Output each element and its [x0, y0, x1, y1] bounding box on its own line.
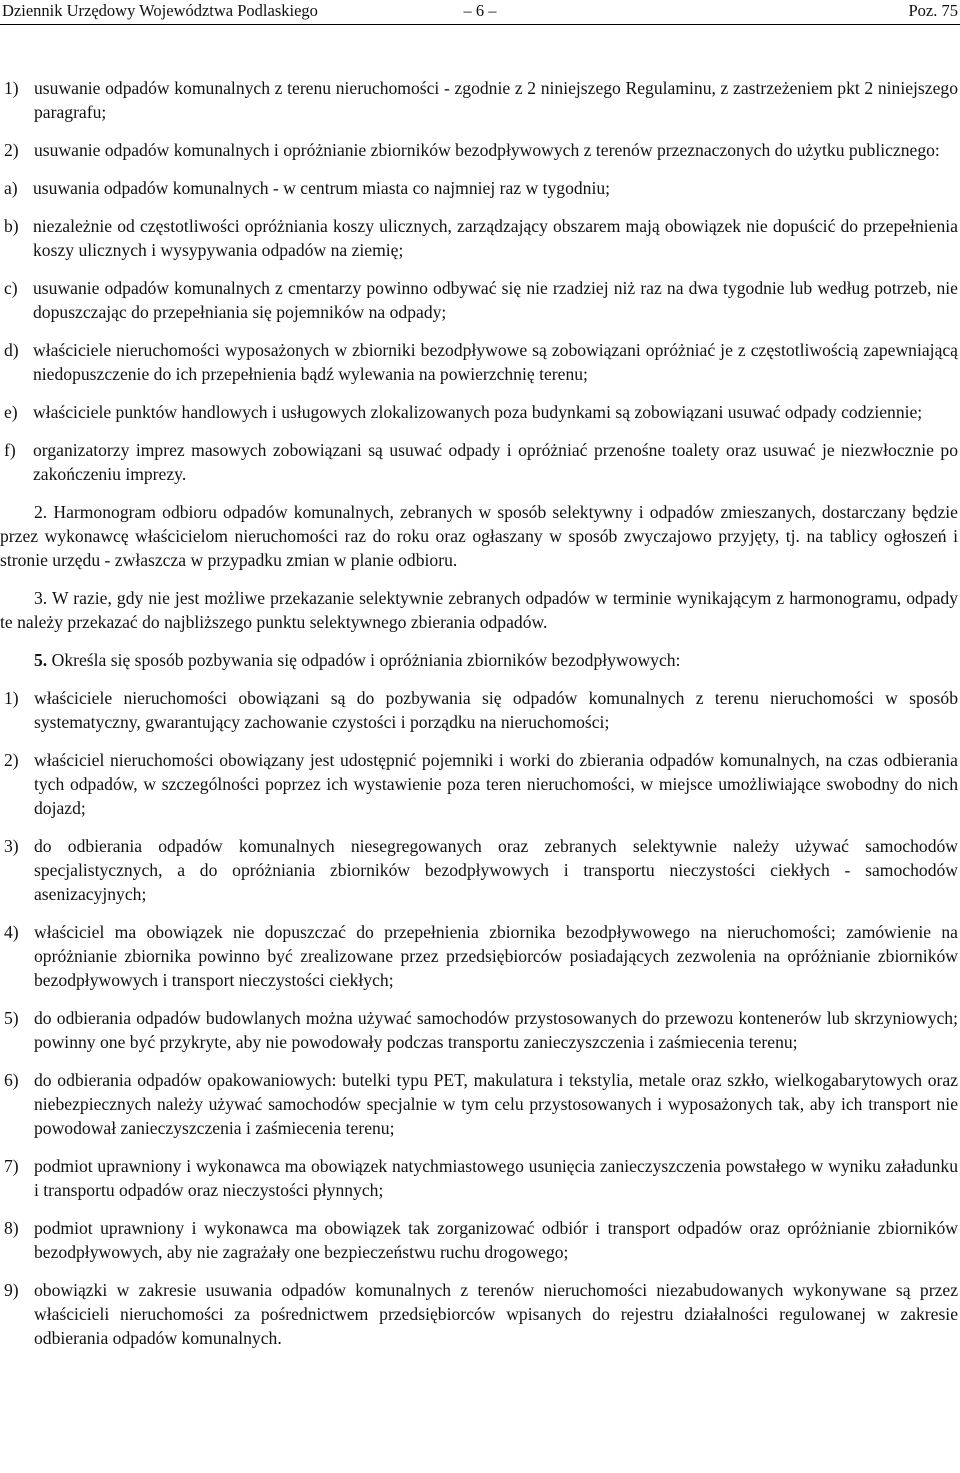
item-number: f) — [4, 440, 16, 460]
list-item — [0, 1068, 958, 1140]
item-text: właściciele punktów handlowych i usługowych zlokalizowanych poza budynkami są zobowiązani usuwać odpady codziennie; — [33, 402, 923, 422]
item-text: usuwanie odpadów komunalnych z cmentarzy powinno odbywać się nie rzadziej niż raz na dwa tygodnie lub według potrzeb, nie dopuszczając do przepełniania się pojemników na odpady; — [33, 278, 958, 322]
list-item — [0, 686, 958, 734]
page-number: – 6 – — [463, 1, 497, 20]
item-number: c) — [4, 278, 18, 298]
list-item — [0, 834, 958, 906]
item-number: d) — [4, 340, 19, 360]
item-number: a) — [4, 178, 18, 198]
item-text: do odbierania odpadów opakowaniowych: butelki typu PET, makulatura i tekstylia, metale oraz szkło, wielkogabarytowych oraz niebezpiecznych należy używać samochodów specjalnie w tym celu przystosowanych i wyposażonych tak, aby ich transport nie powodował zanieczyszczenia i zaśmiecenia terenu; — [34, 1070, 958, 1138]
item-text: właściciel ma obowiązek nie dopuszczać do przepełnienia zbiornika bezodpływowego na nieruchomości; zamówienie na opróżnianie zbiornika powinno być zrealizowane przez przedsiębiorców posiadających zezwolenia na opróżnianie zbiorników bezodpływowych i transport nieczystości ciekłych; — [34, 922, 958, 990]
item-text: usuwanie odpadów komunalnych i opróżnianie zbiorników bezodpływowych z terenów przeznaczonych do użytku publicznego: — [34, 140, 940, 160]
item-number: 1) — [4, 78, 19, 98]
item-text: właściciele nieruchomości wyposażonych w zbiorniki bezodpływowe są zobowiązani opróżniać je z częstotliwością zapewniającą niedopuszczenie do ich przepełnienia bądź wylewania na powierzchnię terenu; — [33, 340, 958, 384]
journal-title: Dziennik Urzędowy Województwa Podlaskiego — [2, 1, 318, 20]
item-text: organizatorzy imprez masowych zobowiązani są usuwać odpady i opróżniać przenośne toalety oraz usuwać je niezwłocznie po zakończeniu imprezy. — [33, 440, 958, 484]
item-text: obowiązki w zakresie usuwania odpadów komunalnych z terenów nieruchomości niezabudowanych wykonywane są przez właścicieli nieruchomości za pośrednictwem przedsiębiorców wpisanych do rejestru działalności regulowanej w zakresie odbierania odpadów komunalnych. — [34, 1280, 958, 1348]
list-item — [0, 1216, 958, 1264]
item-number: 7) — [4, 1156, 19, 1176]
item-text: właściciele nieruchomości obowiązani są do pozbywania się odpadów komunalnych z terenu nieruchomości w sposób systematyczny, gwarantujący zachowanie czystości i porządku na nieruchomości; — [34, 688, 958, 732]
sub-list-item — [0, 176, 958, 200]
item-text: niezależnie od częstotliwości opróżniania koszy ulicznych, zarządzający obszarem mają obowiązek nie dopuścić do przepełnienia koszy ulicznych i wysypywania odpadów na ziemię; — [33, 216, 958, 260]
item-text: do odbierania odpadów budowlanych można używać samochodów przystosowanych do przewozu kontenerów lub skrzyniowych; powinny one być przykryte, aby nie powodowały podczas transportu zanieczyszczenia i zaśmiecenia terenu; — [34, 1008, 958, 1052]
document-body — [0, 76, 958, 1364]
item-number: 2) — [4, 750, 19, 770]
item-number: 6) — [4, 1070, 19, 1090]
item-text: do odbierania odpadów komunalnych niesegregowanych oraz zebranych selektywnie należy używać samochodów specjalistycznych, a do opróżniania zbiorników bezodpływowych i transportu nieczystości ciekłych - samochodów asenizacyjnych; — [34, 836, 958, 904]
list-item — [0, 1006, 958, 1054]
section-5-heading — [0, 648, 958, 672]
item-number: e) — [4, 402, 18, 422]
list-item — [0, 1154, 958, 1202]
sub-list-item — [0, 338, 958, 386]
item-text: podmiot uprawniony i wykonawca ma obowiązek tak zorganizować odbiór i transport odpadów oraz opróżnianie zbiorników bezodpływowych, aby nie zagrażały one bezpieczeństwu ruchu drogowego; — [34, 1218, 958, 1262]
position-number: Poz. 75 — [908, 1, 958, 20]
sub-list-item — [0, 438, 958, 486]
item-number: 3) — [4, 836, 19, 856]
item-number: 8) — [4, 1218, 19, 1238]
list-item — [0, 138, 958, 162]
item-number: 5) — [4, 1008, 19, 1028]
paragraph-text: Harmonogram odbioru odpadów komunalnych, zebranych w sposób selektywny i odpadów zmieszanych, dostarczany będzie przez wykonawcę właścicielom nieruchomości raz do roku oraz ogłaszany w sposób zwyczajowo przyjęty, tj. na tablicy ogłoszeń i stronie urzędu - zwłaszcza w przypadku zmian w planie odbioru. — [0, 502, 958, 570]
sub-list-item — [0, 214, 958, 262]
item-text: usuwania odpadów komunalnych - w centrum miasta co najmniej raz w tygodniu; — [33, 178, 611, 198]
list-item — [0, 748, 958, 820]
sub-list-item — [0, 400, 958, 424]
item-text: usuwanie odpadów komunalnych z terenu nieruchomości - zgodnie z 2 niniejszego Regulaminu, z zastrzeżeniem pkt 2 niniejszego paragrafu; — [34, 78, 958, 122]
paragraph-number: 3. — [34, 588, 48, 608]
item-text: właściciel nieruchomości obowiązany jest udostępnić pojemniki i worki do zbierania odpadów komunalnych, na czas odbierania tych odpadów, w szczególności poprzez ich wystawienie poza teren nieruchomości, w miejsce umożliwiające swobodny do nich dojazd; — [34, 750, 958, 818]
sub-list-item — [0, 276, 958, 324]
page-header — [0, 0, 960, 25]
paragraph-3 — [0, 586, 958, 634]
list-item — [0, 920, 958, 992]
list-item — [0, 76, 958, 124]
item-text: podmiot uprawniony i wykonawca ma obowiązek natychmiastowego usunięcia zanieczyszczenia powstałego w wyniku załadunku i transportu odpadów oraz nieczystości płynnych; — [34, 1156, 958, 1200]
paragraph-text: W razie, gdy nie jest możliwe przekazanie selektywnie zebranych odpadów w terminie wynikającym z harmonogramu, odpady te należy przekazać do najbliższego punktu selektywnego zbierania odpadów. — [0, 588, 958, 632]
item-number: b) — [4, 216, 19, 236]
item-number: 1) — [4, 688, 19, 708]
paragraph-number: 2. — [34, 502, 48, 522]
list-item — [0, 1278, 958, 1350]
section-number: 5. — [34, 650, 48, 670]
item-number: 9) — [4, 1280, 19, 1300]
item-number: 4) — [4, 922, 19, 942]
item-number: 2) — [4, 140, 19, 160]
section-text: Określa się sposób pozbywania się odpadów i opróżniania zbiorników bezodpływowych: — [51, 650, 681, 670]
paragraph-2 — [0, 500, 958, 572]
